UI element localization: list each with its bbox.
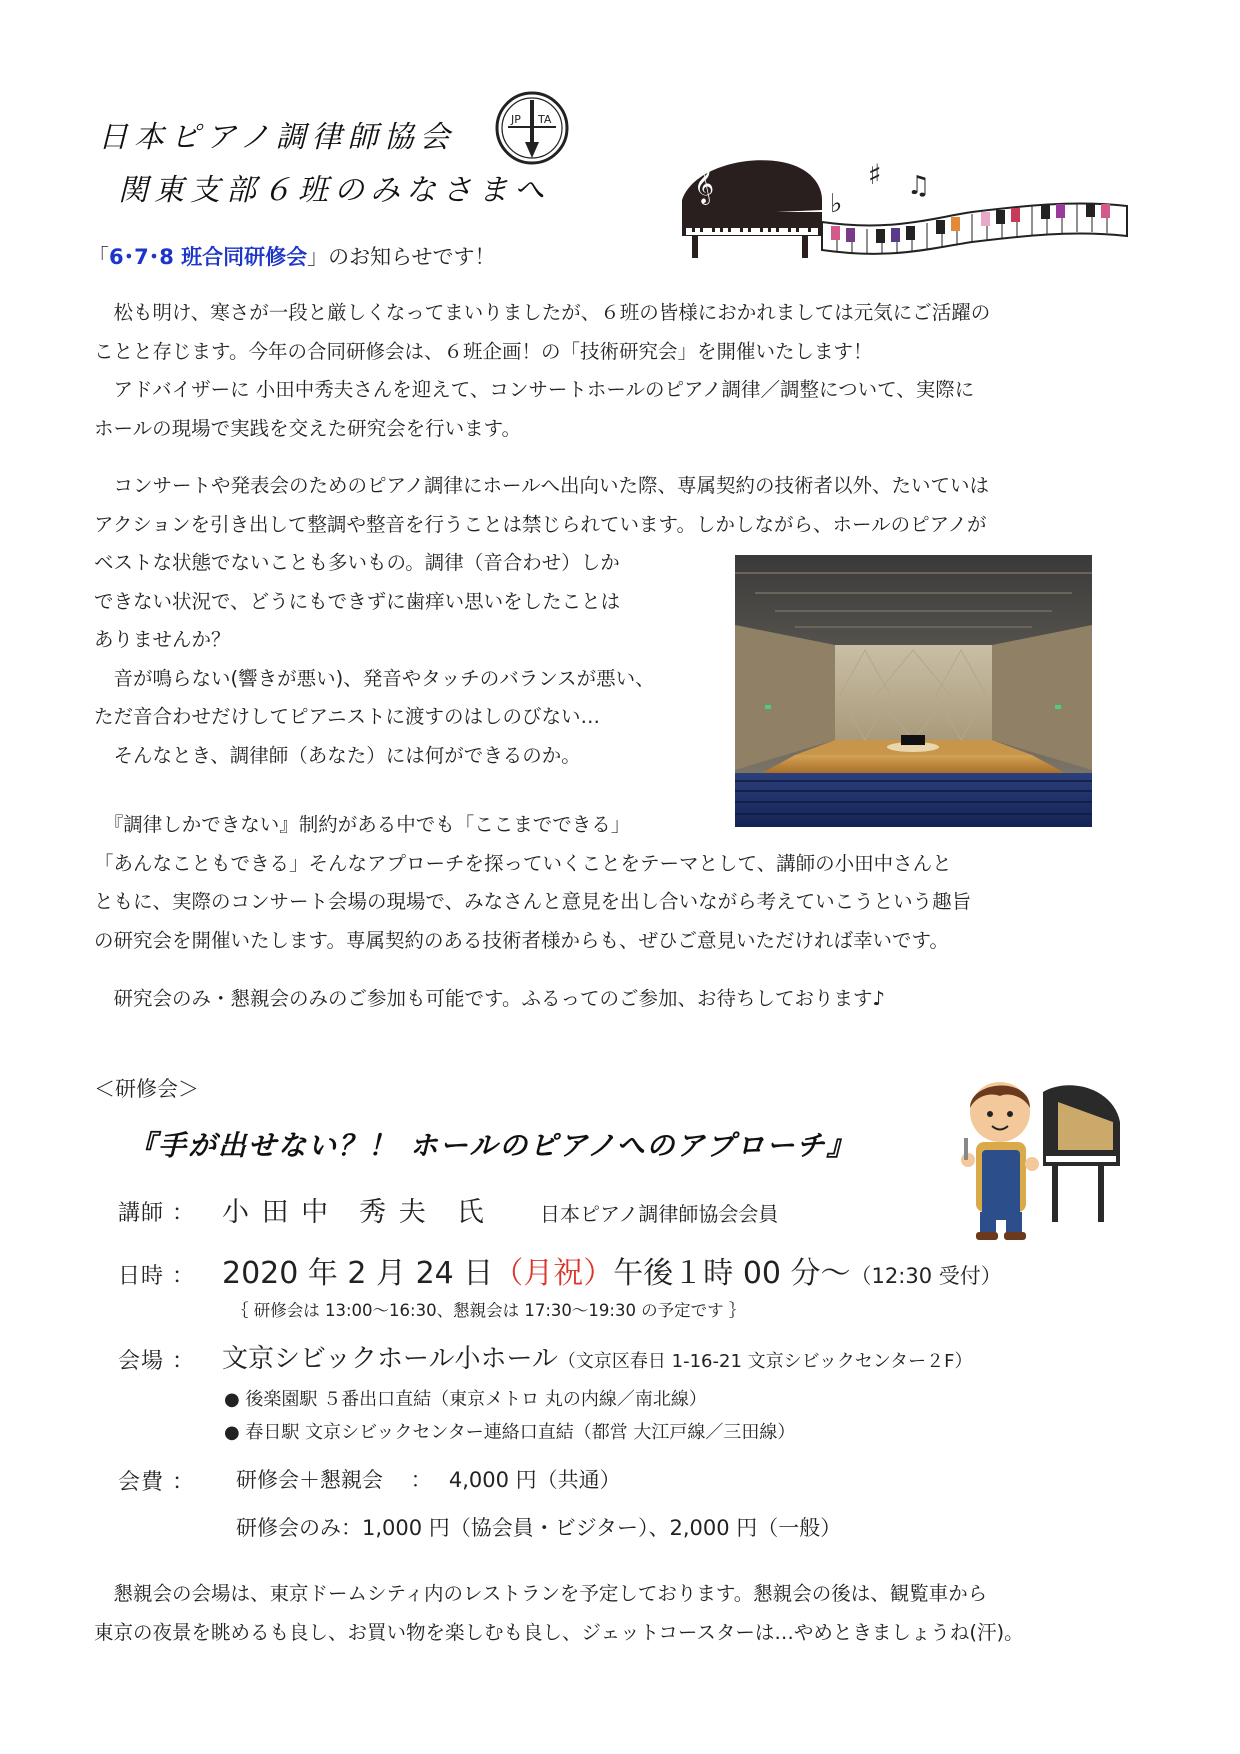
date-reception: （12:30 受付） (850, 1264, 1002, 1288)
paragraph-background (94, 467, 989, 544)
jpta-logo-icon (494, 90, 570, 166)
seminar-theme: 『手が出せない？！ ホールのピアノへのアプローチ』 (128, 1129, 857, 1162)
text-line: そんなとき、調律師（あなた）には何ができるのか。 (94, 743, 581, 767)
venue-name: 文京シビックホール小ホール (222, 1344, 558, 1374)
paragraph-participation: 研究会のみ・懇親会のみのご参加も可能です。ふるってのご参加、お待ちしております♪ (94, 987, 885, 1010)
fee-line-1: 研修会＋懇親会 ： 4,000 円（共通） (236, 1468, 621, 1492)
header-line-2: 関東支部６班のみなさまへ (118, 173, 550, 208)
text-line: ただ音合わせだけしてピアニストに渡すのはしのびない… (94, 705, 601, 728)
lecturer-affiliation: 日本ピアノ調律師協会会員 (540, 1202, 779, 1226)
text-line: アクションを引き出して整調や整音を行うことは禁じられています。しかしながら、ホールのピアノが (94, 512, 987, 536)
text-line: ホールの現場で実践を交えた研究会を行います。 (94, 416, 522, 440)
text-line: 懇親会の会場は、東京ドームシティ内のレストランを予定しております。懇親会の後は、観覧車から (94, 1582, 988, 1605)
treble-clef-icon: 𝄞 (694, 164, 715, 204)
text-line: できない状況で、どうにもできずに歯痒い思いをしたことは (94, 589, 621, 613)
list-item: ● 春日駅 文京シビックセンター連絡口直結（都営 大江戸線／三田線） (224, 1422, 796, 1443)
text-line: ありませんか？ (94, 628, 231, 651)
header-line-1: 日本ピアノ調律師協会 (98, 120, 456, 155)
date-holiday: （月祝） (493, 1256, 614, 1291)
date-main: 2020 年 2 月 24 日 (222, 1256, 494, 1291)
date-time: 午後１時 00 分～ (613, 1256, 851, 1291)
text-line: の研究会を開催いたします。専属契約のある技術者様からも、ぜひご意見いただければ幸いです。 (94, 928, 949, 952)
access-list (224, 1383, 795, 1449)
lead-highlight: 6･7･8 班合同研修会 (109, 245, 308, 269)
text-line: 松も明け、寒さが一段と厳しくなってまいりましたが、６班の皆様におかれましては元気にご活躍の (94, 301, 991, 324)
paragraph-intro (94, 294, 990, 448)
venue-label: 会場 ： (118, 1349, 195, 1374)
lead-bracket-open: 「 (88, 245, 109, 269)
venue-line (222, 1338, 973, 1375)
sharp-icon: ♯ (868, 158, 882, 191)
text-line: 音が鳴らない(響きが悪い)、発音やタッチのバランスが悪い、 (94, 666, 655, 690)
logo-text-left: JP (511, 113, 521, 126)
section-label: ＜研修会＞ (94, 1077, 199, 1101)
text-line: アドバイザーに 小田中秀夫さんを迎えて、コンサートホールのピアノ調律／調整について、実際に (94, 378, 975, 401)
list-item: ● 後楽園駅 ５番出口直結（東京メトロ 丸の内線／南北線） (224, 1389, 707, 1410)
text-line: 『調律しかできない』制約がある中でも「ここまでできる」 (94, 813, 631, 836)
piano-keyboard-illustration (672, 150, 1132, 265)
text-line: コンサートや発表会のためのピアノ調律にホールへ出向いた際、専属契約の技術者以外、たいていは (94, 474, 990, 497)
fee-label: 会費 ： (118, 1470, 195, 1495)
text-line: ベストな状態でないことも多いもの。調律（音合わせ）しか (94, 551, 620, 574)
lecturer-name: 小 田 中 秀 夫 氏 (222, 1197, 486, 1228)
music-note-icon: ♫ (907, 171, 931, 201)
paragraph-theme (94, 806, 971, 960)
venue-address: （文京区春日 1-16-21 文京シビックセンター２F） (557, 1351, 973, 1372)
lead-line (88, 241, 496, 271)
flat-icon: ♭ (830, 189, 843, 219)
text-line: 「あんなこともできる」そんなアプローチを探っていくことをテーマとして、講師の小田中さんと (94, 851, 952, 875)
date-label: 日時 ： (118, 1264, 195, 1289)
text-line: ことと存じます。今年の合同研修会は、６班企画！の「技術研究会」を開催いたします！ (94, 339, 873, 363)
date-note: ｛ 研修会は 13:00～16:30、懇親会は 17:30～19:30 の予定です ｝ (232, 1301, 746, 1320)
logo-text-right: TA (538, 113, 552, 126)
concert-hall-photo (735, 555, 1092, 827)
date-line (222, 1248, 1002, 1292)
paragraph-social (94, 1575, 1024, 1652)
paragraph-background-wrap (94, 544, 655, 775)
text-line: 東京の夜景を眺めるも良し、お買い物を楽しむも良し、ジェットコースターは…やめときましょうね(汗)。 (94, 1620, 1024, 1644)
lecturer-label: 講師 ： (118, 1201, 195, 1226)
lead-rest: 」のお知らせです！ (307, 245, 496, 269)
text-line: ともに、実際のコンサート会場の現場で、みなさんと意見を出し合いながら考えていこうという趣旨 (94, 890, 972, 913)
fee-line-2: 研修会のみ：1,000 円（協会員・ビジター）、2,000 円（一般） (236, 1516, 842, 1540)
tuner-boy-illustration (948, 1062, 1128, 1242)
